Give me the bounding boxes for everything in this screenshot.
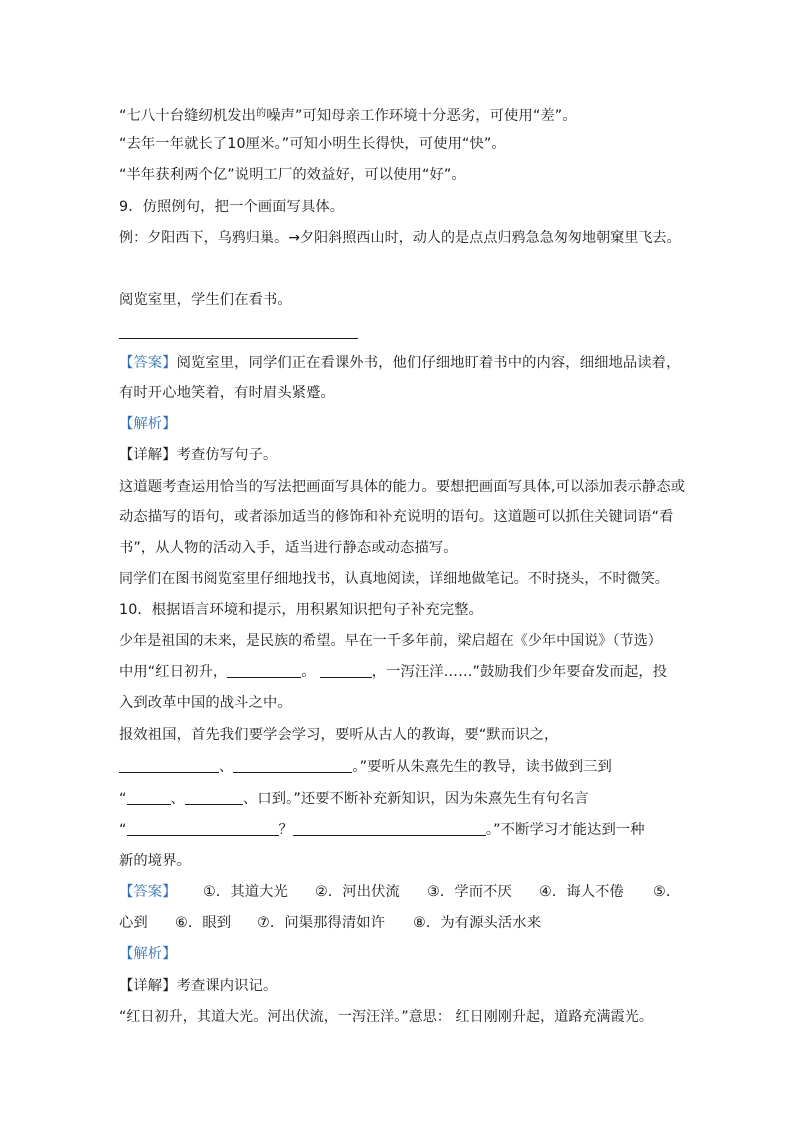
question-9-prompt: 阅览室里，学生们在看书。 (119, 292, 292, 308)
text-span: “ (119, 791, 127, 807)
detail-9-line2: 这道题考查运用恰当的写法把画面写具体的能力。要想把画面写具体,可以添加表示静态或 (119, 479, 686, 495)
text-span: 。 (301, 664, 316, 680)
answer-10-line1 (119, 882, 694, 902)
text-span: 、口到。”还要不断补充新知识，因为朱熹先生有句名言 (242, 791, 589, 807)
question-10-p6 (119, 789, 694, 809)
answer-item: ④．诲人不倦 (539, 884, 624, 900)
text-span: 。”不断学习才能达到一种 (485, 822, 645, 838)
detail-tag: 【详解】 (119, 978, 177, 994)
detail-9-line4: 书”，从人物的活动入手，适当进行静态或动态描写。 (119, 540, 458, 556)
fill-blank[interactable] (320, 662, 372, 678)
question-9-title: 9．仿照例句，把一个画面写具体。 (119, 199, 345, 215)
question-10-p4: 报效祖国，首先我们要学会学习，要听从古人的教诲，要“默而识之， (119, 727, 559, 743)
question-10-title: 10．根据语言环境和提示，用积累知识把句子补充完整。 (119, 602, 483, 618)
text-line: “半年获利两个亿”说明工厂的效益好，可以使用“好”。 (119, 167, 466, 183)
question-10-p3: 入到改革中国的战斗之中。 (119, 695, 292, 711)
detail-tag: 【详解】 (119, 447, 177, 463)
answer-tag: 【答案】 (119, 355, 177, 371)
text-span: 考查课内识记。 (176, 978, 278, 994)
question-10-p5 (119, 757, 694, 777)
text-span: 中用“红日初升， (119, 664, 228, 680)
answer-item: ③．学而不厌 (427, 884, 512, 900)
text-span: 、 (170, 791, 185, 807)
fill-blank[interactable] (185, 789, 243, 805)
fill-blank[interactable] (127, 820, 279, 836)
text-line: “去年一年就长了10厘米。”可知小明生长得快，可使用“快”。 (119, 136, 506, 152)
analysis-tag: 【解析】 (119, 416, 177, 432)
text-span: 。”要听从朱熹先生的教导，读书做到三到 (352, 759, 612, 775)
detail-9-line5: 同学们在图书阅览室里仔细地找书，认真地阅读，详细地做笔记。不时挠头，不时微笑。 (119, 571, 669, 587)
answer-item: ①．其道大光 (203, 884, 288, 900)
answer-item: ⑧．为有源头活水来 (413, 915, 542, 931)
detail-10-line2: “红日初升，其道大光。河出伏流，一泻汪洋。”意思： 红日刚刚升起，道路充满霞光。 (119, 1009, 653, 1025)
fill-blank[interactable] (119, 757, 219, 773)
fill-blank[interactable] (293, 820, 486, 836)
detail-9-line1 (119, 445, 694, 465)
question-10-p7 (119, 820, 694, 840)
question-9-example: 例：夕阳西下，乌鸦归巢。→夕阳斜照西山时，动人的是点点归鸦急急匆匆地朝窠里飞去。 (119, 230, 681, 246)
text-span: ？ (278, 822, 293, 838)
answer-item: ⑤． (653, 884, 681, 900)
text-span: “ (119, 822, 127, 838)
fill-blank[interactable] (127, 789, 171, 805)
analysis-tag: 【解析】 (119, 946, 177, 962)
answer-item: ②．河出伏流 (315, 884, 400, 900)
text-span: 阅览室里，同学们正在看课外书，他们仔细地盯着书中的内容，细细地品读着， (176, 355, 681, 371)
text-span: ，一泻汪洋……”鼓励我们少年要奋发而起，投 (371, 664, 668, 680)
question-10-p8: 新的境界。 (119, 853, 191, 869)
fill-blank[interactable] (233, 757, 352, 773)
answer-item: 心到 (119, 915, 148, 931)
answer-item: ⑥．眼到 (175, 915, 232, 931)
detail-9-line3: 动态描写的语句，或者添加适当的修饰和补充说明的语句。这道题可以抓住关键词语“看 (119, 509, 674, 525)
text-span: 、 (219, 759, 234, 775)
text-span: 考查仿写句子。 (176, 447, 278, 463)
detail-10-line1 (119, 976, 694, 996)
question-10-p2 (119, 662, 694, 682)
fill-blank[interactable] (227, 662, 301, 678)
answer-9-line1 (119, 353, 694, 373)
question-10-p1: 少年是祖国的未来，是民族的希望。早在一千多年前，梁启超在《少年中国说》（节选） (119, 633, 662, 649)
text-span: “七八十台缝纫机发出 (119, 108, 257, 124)
answer-tag: 【答案】 (119, 884, 177, 900)
text-span: 的 (256, 108, 267, 119)
text-line (119, 104, 694, 126)
answer-item: ⑦．问渠那得清如许 (257, 915, 386, 931)
answer-blank-line (119, 338, 358, 339)
answer-9-line2: 有时开心地笑着，有时眉头紧蹙。 (119, 385, 335, 401)
text-span: 噪声”可知母亲工作环境十分恶劣，可使用“差”。 (266, 108, 577, 124)
